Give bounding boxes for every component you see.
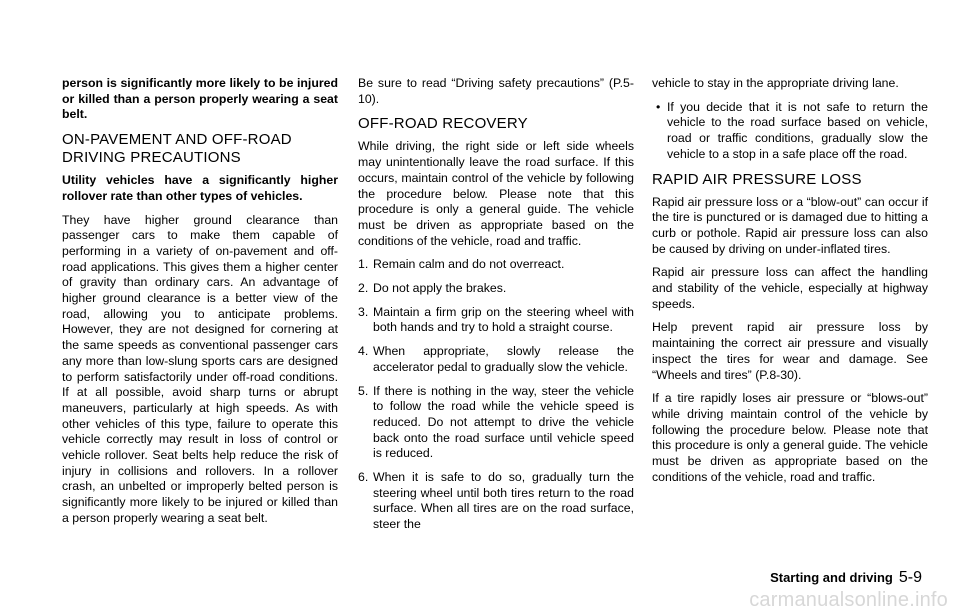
step-number: 3. <box>358 304 369 319</box>
while-driving-paragraph: While driving, the right side or left side wheels may unintentionally leave the road surface. If this occurs, maintain control of the vehicle by following the procedure below. Please note that this procedure is only a general guide. The vehicle must be driven as appropriate based on the conditions of the vehicle, road and traffic. <box>358 139 634 248</box>
step-text: When appropriate, slowly release the accelerator pedal to gradually slow the vehicle. <box>373 344 634 374</box>
list-item <box>358 281 634 297</box>
rapid-paragraph-1: Rapid air pressure loss or a “blow-out” can occur if the tire is punctured or is damaged due to hitting a curb or pothole. Rapid air pressure loss can also be caused by driving on under-inflated tires. <box>652 194 928 256</box>
continuation-paragraph: vehicle to stay in the appropriate driving lane. <box>652 76 899 90</box>
step-number: 4. <box>358 344 369 359</box>
step-number: 6. <box>358 470 369 485</box>
step-text: Remain calm and do not overreact. <box>373 257 565 272</box>
rapid-paragraph-2: Rapid air pressure loss can affect the handling and stability of the vehicle, especially at highway speeds. <box>652 265 928 311</box>
list-item <box>652 100 928 163</box>
read-precautions-paragraph: Be sure to read “Driving safety precautions” (P.5-10). <box>358 76 634 106</box>
utility-warning-paragraph: Utility vehicles have a significantly higher rollover rate than other types of vehicles. <box>62 173 338 203</box>
column-middle <box>358 76 634 541</box>
clearance-paragraph: They have higher ground clearance than passenger cars to make them capable of performing in a variety of on-pavement and off-road applications. This gives them a higher center of gravity than ordinary cars. An advantage of higher ground clearance is a better view of the road, allowing you to anticipate problems. However, they are not designed for cornering at the same speeds as conventional passenger cars any more than low-slung sports cars are designed to perform satisfactorily under off-road conditions. If at all possible, avoid sharp turns or abrupt maneuvers, particularly at high speeds. As with other vehicles of this type, failure to operate this vehicle correctly may result in loss of control or vehicle rollover. Seat belts help reduce the risk of injury in collisions and rollovers. In a rollover crash, an unbelted or improperly belted person is significantly more likely to be injured or killed than a person properly wearing a seat belt. <box>62 212 338 525</box>
step-number: 5. <box>358 383 369 398</box>
step-text: Maintain a firm grip on the steering wheel with both hands and try to hold a straight course. <box>373 304 634 335</box>
heading-off-road-recovery: OFF-ROAD RECOVERY <box>358 115 528 133</box>
rapid-paragraph-4: If a tire rapidly loses air pressure or “blows-out” while driving maintain control of the vehicle by following the procedure below. Please note that this procedure is only a general guide. The vehicle must be driven as appropriate based on the conditions of the vehicle, road and traffic. <box>652 391 928 484</box>
step-text: When it is safe to do so, gradually turn the steering wheel until both tires return to the road surface. When all tires are on the road surface, steer the <box>373 470 634 532</box>
list-item <box>358 305 634 336</box>
bullet-text: If you decide that it is not safe to return the vehicle to the road surface based on vehicle, road or traffic conditions, gradually slow the vehicle to a stop in a safe place off the road. <box>667 99 928 161</box>
column-right <box>652 76 928 493</box>
column-left <box>62 76 338 535</box>
heading-on-pavement: ON-PAVEMENT AND OFF-ROAD DRIVING PRECAUTIONS <box>62 131 292 167</box>
bullet-icon: • <box>656 99 661 114</box>
step-text: Do not apply the brakes. <box>373 281 507 296</box>
rapid-paragraph-3: Help prevent rapid air pressure loss by maintaining the correct air pressure and visually inspect the tires for wear and damage. See “Wheels and tires” (P.8-30). <box>652 320 928 382</box>
recovery-steps-list <box>358 257 634 533</box>
step-number: 2. <box>358 281 369 296</box>
watermark: carmanualsonline.info <box>749 589 948 611</box>
step-number: 1. <box>358 257 369 272</box>
footer-section-title: Starting and driving <box>770 570 893 585</box>
bullet-list <box>652 100 928 163</box>
heading-rapid-air-pressure-loss: RAPID AIR PRESSURE LOSS <box>652 170 862 188</box>
list-item <box>358 470 634 533</box>
page-number: 5-9 <box>898 569 922 586</box>
page-footer <box>770 569 922 587</box>
list-item <box>358 257 634 273</box>
list-item <box>358 384 634 463</box>
intro-paragraph: person is significantly more likely to be injured or killed than a person properly wearing a seat belt. <box>62 76 338 122</box>
step-text: If there is nothing in the way, steer the vehicle to follow the road while the vehicle speed is reduced. Do not attempt to drive the vehicle back onto the road surface until vehicle speed is reduced. <box>373 383 634 461</box>
list-item <box>358 344 634 375</box>
